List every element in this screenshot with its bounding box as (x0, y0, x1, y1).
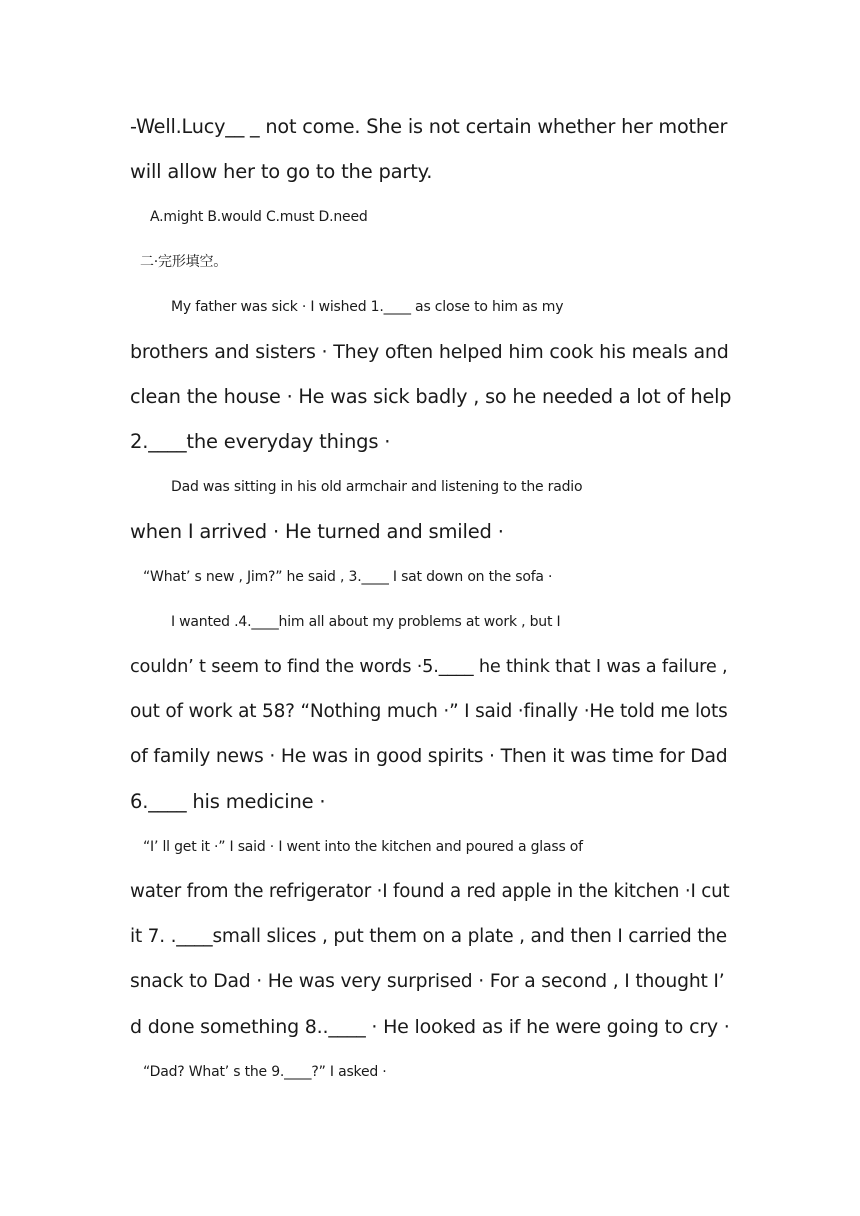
passage-line: I wanted .4.____him all about my problems at work , but I (171, 614, 561, 630)
passage-line: out of work at 58? “Nothing much ·” I said ·finally ·He told me lots (130, 701, 728, 722)
passage-line: 2.____the everyday things · (130, 430, 391, 453)
passage-line: brothers and sisters · They often helped him cook his meals and (130, 341, 729, 363)
passage-line: it 7. .____small slices , put them on a plate , and then I carried the (130, 926, 727, 947)
section-heading: 二·完形填空。 (140, 254, 228, 270)
passage-line: when I arrived · He turned and smiled · (130, 520, 504, 543)
passage-line: My father was sick · I wished 1.____ as close to him as my (171, 299, 564, 315)
passage-line: d done something 8..____ · He looked as if he were going to cry · (130, 1016, 730, 1038)
passage-line: “Dad? What’ s the 9.____?” I asked · (143, 1064, 387, 1080)
passage-line: “I’ ll get it ·” I said · I went into the kitchen and poured a glass of (143, 839, 583, 855)
passage-line: clean the house · He was sick badly , so he needed a lot of help (130, 385, 732, 408)
passage-line: Dad was sitting in his old armchair and listening to the radio (171, 479, 583, 495)
passage-line: couldn’ t seem to find the words ·5.____ he think that I was a failure , (130, 657, 728, 677)
answer-options: A.might B.would C.must D.need (150, 209, 368, 225)
passage-line: snack to Dad · He was very surprised · For a second , I thought I’ (130, 971, 725, 992)
question-text-line: -Well.Lucy__ _ not come. She is not certain whether her mother (130, 115, 728, 138)
passage-line: “What’ s new , Jim?” he said , 3.____ I sat down on the sofa · (143, 569, 553, 585)
passage-line: of family news · He was in good spirits · Then it was time for Dad (130, 746, 728, 767)
passage-line: water from the refrigerator ·I found a red apple in the kitchen ·I cut (130, 881, 730, 902)
passage-line: 6.____ his medicine · (130, 790, 326, 813)
question-text-line: will allow her to go to the party. (130, 160, 433, 183)
